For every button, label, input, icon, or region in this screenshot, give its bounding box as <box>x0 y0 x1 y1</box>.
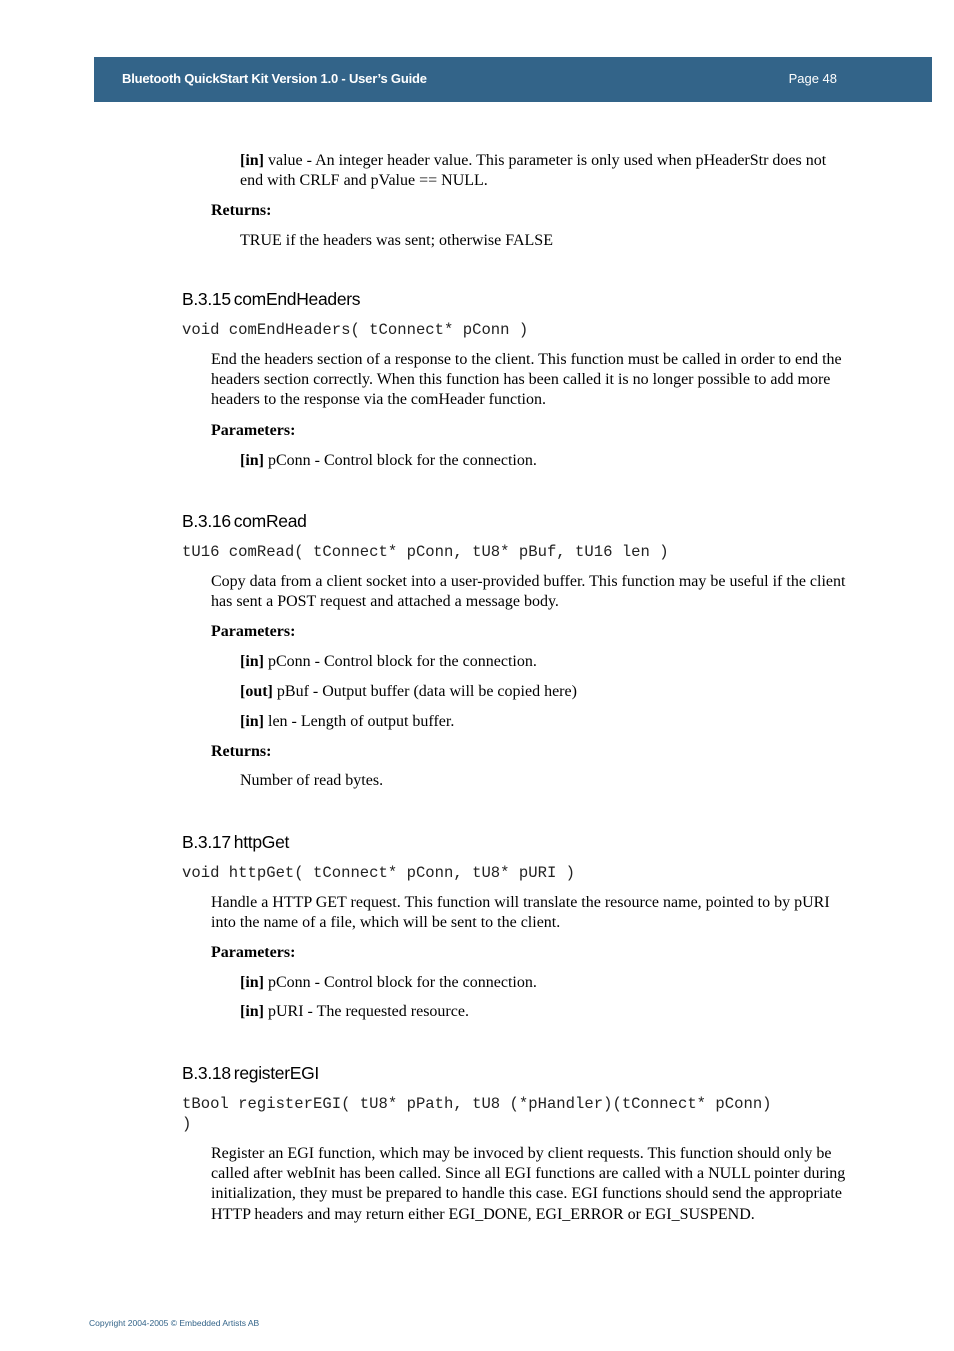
section-number: B.3.15 <box>182 289 231 309</box>
param-direction: [in] <box>240 452 264 469</box>
param-direction: [in] <box>240 974 264 991</box>
section-heading <box>182 832 289 853</box>
function-description: Handle a HTTP GET request. This function will translate the resource name, pointed to by pURI into the name of a file, which will be sent to the client. <box>211 894 830 932</box>
section-title: httpGet <box>233 832 290 852</box>
param-text: pURI - The requested resource. <box>264 1003 469 1020</box>
param-item <box>240 652 850 672</box>
param-item <box>240 682 850 702</box>
section-title: registerEGI <box>233 1063 319 1083</box>
page-number: Page 48 <box>788 71 837 86</box>
returns-text: TRUE if the headers was sent; otherwise FALSE <box>240 232 553 249</box>
param-direction: [in] <box>240 152 264 169</box>
param-text: len - Length of output buffer. <box>264 713 455 730</box>
parameters-label: Parameters: <box>211 944 296 961</box>
returns-label: Returns: <box>211 202 272 219</box>
page-header <box>94 57 932 102</box>
param-item <box>240 451 850 471</box>
function-description: Copy data from a client socket into a user-provided buffer. This function may be useful if the client has sent a POST request and attached a message body. <box>211 573 846 611</box>
param-item <box>240 712 850 732</box>
returns-label: Returns: <box>211 743 272 760</box>
section-number: B.3.16 <box>182 511 231 531</box>
section-heading <box>182 511 307 532</box>
function-signature: tBool registerEGI( tU8* pPath, tU8 (*pHandler)(tConnect* pConn) ) <box>182 1095 781 1134</box>
param-direction: [in] <box>240 653 264 670</box>
param-item <box>240 973 850 993</box>
returns-text: Number of read bytes. <box>240 772 384 789</box>
function-signature: void httpGet( tConnect* pConn, tU8* pURI ) <box>182 864 576 882</box>
function-description: Register an EGI function, which may be invoced by client requests. This function should only be called after webInit has been called. Since all EGI functions are called with a NULL pointer during initialization, they must be prepared to handle this case. EGI functions should send the appropriate HTTP headers and may return either EGI_DONE, EGI_ERROR or EGI_SUSPEND. <box>211 1145 846 1223</box>
param-text: pBuf - Output buffer (data will be copied here) <box>272 683 577 700</box>
param-text: pConn - Control block for the connection. <box>264 653 537 670</box>
section-title: comEndHeaders <box>233 289 361 309</box>
param-item <box>240 1002 850 1022</box>
param-text: value - An integer header value. This parameter is only used when pHeaderStr does not end with CRLF and pValue == NULL. <box>240 152 827 190</box>
param-text: pConn - Control block for the connection. <box>264 452 537 469</box>
document-title: Bluetooth QuickStart Kit Version 1.0 - User’s Guide <box>122 71 427 86</box>
parameters-label: Parameters: <box>211 623 296 640</box>
copyright-footer: Copyright 2004-2005 © Embedded Artists AB <box>89 1318 260 1328</box>
param-value <box>240 151 850 191</box>
function-signature: void comEndHeaders( tConnect* pConn ) <box>182 321 529 339</box>
parameters-label: Parameters: <box>211 422 296 439</box>
section-heading <box>182 1063 319 1084</box>
section-number: B.3.18 <box>182 1063 231 1083</box>
param-direction: [in] <box>240 713 264 730</box>
section-heading <box>182 289 360 310</box>
section-title: comRead <box>233 511 307 531</box>
function-description: End the headers section of a response to the client. This function must be called in order to end the headers section correctly. When this function has been called it is no longer possible to add more headers to the response via the comHeader function. <box>211 351 842 409</box>
param-direction: [out] <box>240 683 273 700</box>
param-text: pConn - Control block for the connection. <box>264 974 537 991</box>
function-signature: tU16 comRead( tConnect* pConn, tU8* pBuf, tU16 len ) <box>182 543 669 561</box>
section-number: B.3.17 <box>182 832 231 852</box>
param-direction: [in] <box>240 1003 264 1020</box>
